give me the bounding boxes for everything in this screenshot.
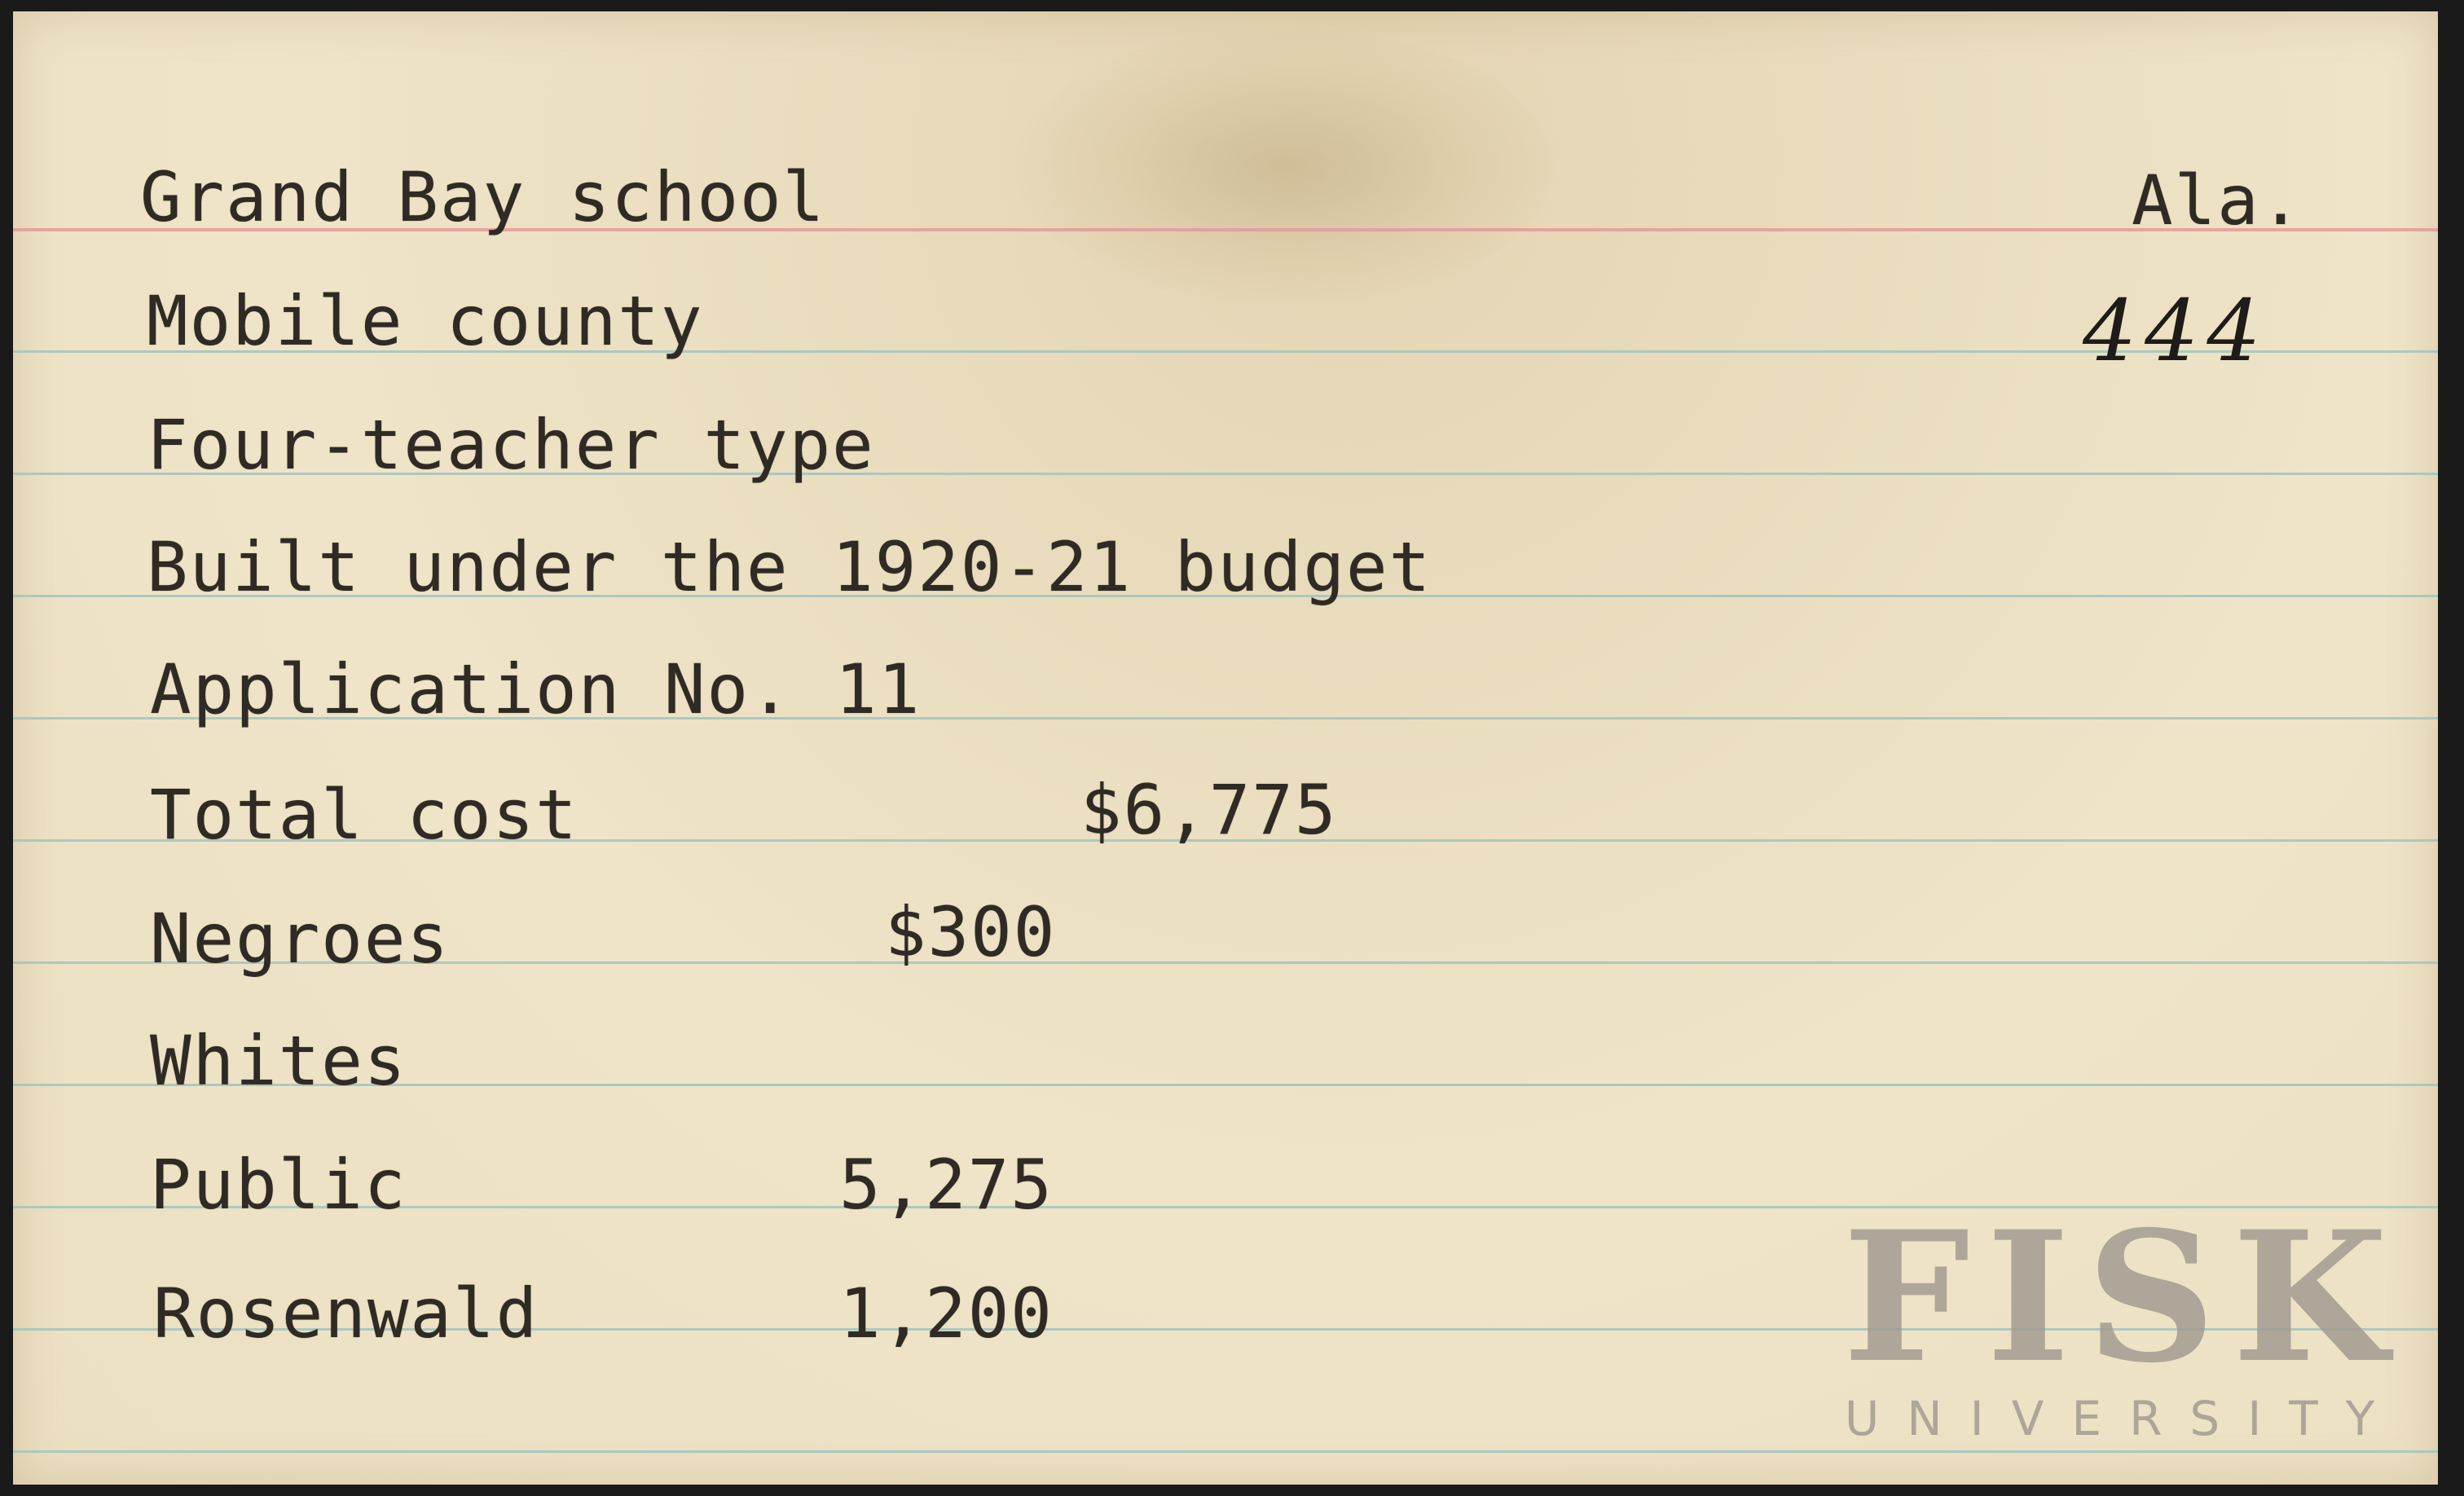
school-type: Four-teacher type [147, 405, 875, 485]
handwritten-number: 444 [2083, 281, 2269, 381]
rosenwald-value: 1,200 [839, 1274, 1054, 1353]
ruled-line [13, 1450, 2438, 1453]
total-cost-value: $6,775 [1080, 770, 1338, 850]
paper-stain [1015, 28, 1553, 305]
rosenwald-label: Rosenwald [153, 1274, 539, 1353]
public-value: 5,275 [839, 1145, 1054, 1225]
negroes-value: $300 [885, 892, 1057, 972]
watermark-name: FISK [1842, 1191, 2405, 1402]
application-number: Application No. 11 [150, 649, 922, 729]
index-card [13, 11, 2438, 1485]
negroes-label: Negroes [150, 899, 451, 979]
watermark-subtitle: UNIVERSITY [1844, 1391, 2403, 1446]
state-abbreviation: Ala. [2132, 161, 2303, 240]
total-cost-label: Total cost [150, 775, 579, 855]
fisk-university-watermark [1838, 1191, 2409, 1446]
budget-year: Built under the 1920-21 budget [147, 527, 1432, 607]
whites-label: Whites [150, 1021, 407, 1101]
public-label: Public [150, 1145, 407, 1225]
school-name: Grand Bay school [140, 157, 826, 237]
county-name: Mobile county [147, 281, 704, 361]
